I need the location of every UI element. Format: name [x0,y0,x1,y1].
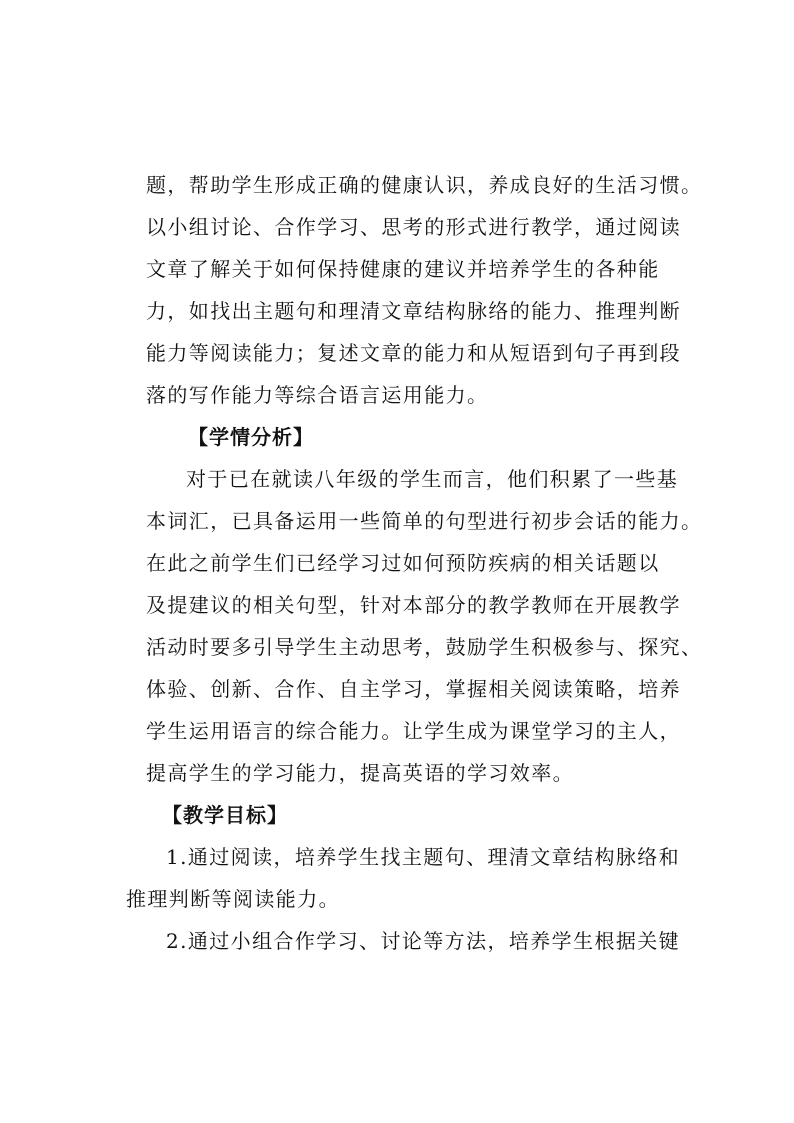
intro-line-1: 题，帮助学生形成正确的健康认识，养成良好的生活习惯。 [146,173,703,197]
analysis-line-6: 体验、创新、合作、自主学习，掌握相关阅读策略，培养 [146,677,681,701]
analysis-line-5: 活动时要多引导学生主动思考，鼓励学生积极参与、探究、 [146,635,703,659]
student-analysis-heading: 【学情分析】 [188,425,314,449]
analysis-line-8: 提高学生的学习能力，提高英语的学习效率。 [146,761,574,785]
analysis-line-3: 在此之前学生们已经学习过如何预防疾病的相关话题以 [146,551,660,575]
goal-item-1-continued: 推理判断等阅读能力。 [126,887,340,911]
analysis-line-2: 本词汇，已具备运用一些简单的句型进行初步会话的能力。 [146,509,703,533]
goal-item-2: 2.通过小组合作学习、讨论等方法，培养学生根据关键 [166,929,681,953]
goal-item-1: 1.通过阅读，培养学生找主题句、理清文章结构脉络和 [166,845,681,869]
intro-line-4: 力，如找出主题句和理清文章结构脉络的能力、推理判断 [146,299,681,323]
analysis-line-1: 对于已在就读八年级的学生而言，他们积累了一些基 [186,467,679,491]
teaching-goals-heading: 【教学目标】 [162,803,288,827]
analysis-line-4: 及提建议的相关句型，针对本部分的教学教师在开展教学 [146,593,681,617]
intro-line-2: 以小组讨论、合作学习、思考的形式进行教学，通过阅读 [146,215,681,239]
intro-line-5: 能力等阅读能力；复述文章的能力和从短语到句子再到段 [146,341,681,365]
analysis-line-7: 学生运用语言的综合能力。让学生成为课堂学习的主人， [146,719,681,743]
intro-line-3: 文章了解关于如何保持健康的建议并培养学生的各种能 [146,257,660,281]
intro-line-6: 落的写作能力等综合语言运用能力。 [146,383,489,407]
